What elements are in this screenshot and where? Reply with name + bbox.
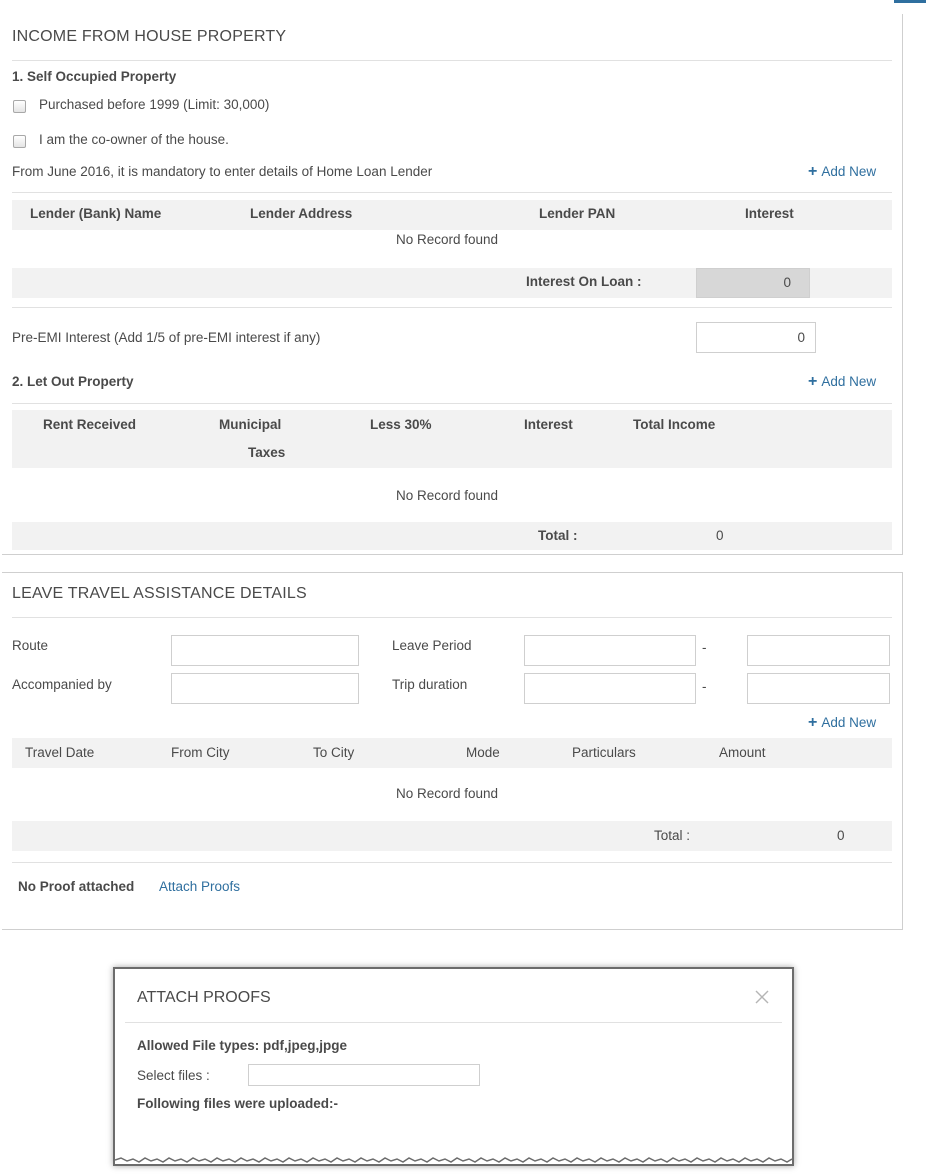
lta-total-value: 0 xyxy=(837,828,845,843)
lender-name-column: Lender (Bank) Name xyxy=(30,206,162,221)
let-out-heading: 2. Let Out Property xyxy=(12,374,134,389)
let-out-add-new-link[interactable] xyxy=(808,373,876,391)
attach-proofs-modal xyxy=(113,967,794,1166)
let-out-total-row xyxy=(12,522,892,550)
pre-emi-input[interactable]: 0 xyxy=(696,322,816,353)
lta-title: LEAVE TRAVEL ASSISTANCE DETAILS xyxy=(12,585,307,602)
plus-icon: + xyxy=(808,714,818,731)
plus-icon: + xyxy=(808,373,818,390)
no-proof-text: No Proof attached xyxy=(18,879,135,894)
house-property-panel xyxy=(2,14,903,555)
house-property-title: INCOME FROM HOUSE PROPERTY xyxy=(12,28,287,45)
lta-panel xyxy=(2,572,903,930)
lender-address-column: Lender Address xyxy=(250,206,353,221)
divider xyxy=(12,617,892,618)
particulars-column: Particulars xyxy=(572,745,636,760)
accompanied-by-label: Accompanied by xyxy=(12,677,112,692)
select-files-label: Select files : xyxy=(137,1068,210,1083)
interest-on-loan-label: Interest On Loan : xyxy=(526,274,642,289)
leave-period-from-input[interactable] xyxy=(524,635,696,666)
route-input[interactable] xyxy=(171,635,359,666)
torn-edge-graphic xyxy=(115,1156,792,1166)
municipal-taxes-column-line2: Taxes xyxy=(248,445,286,460)
divider xyxy=(12,862,892,863)
rent-received-column: Rent Received xyxy=(43,417,137,432)
total-income-column: Total Income xyxy=(633,417,716,432)
trip-duration-to-input[interactable] xyxy=(747,673,890,704)
let-out-total-label: Total : xyxy=(538,528,578,543)
divider xyxy=(12,192,892,193)
less-30-column: Less 30% xyxy=(370,417,432,432)
plus-icon: + xyxy=(808,163,818,180)
lta-empty-text: No Record found xyxy=(396,786,499,801)
purchased-before-1999-checkbox[interactable] xyxy=(13,100,26,113)
add-new-label: Add New xyxy=(821,164,877,179)
attach-proofs-link[interactable]: Attach Proofs xyxy=(159,879,241,894)
file-select-input[interactable] xyxy=(248,1064,480,1086)
interest-column: Interest xyxy=(745,206,794,221)
lta-total-row xyxy=(12,821,892,851)
trip-duration-from-input[interactable] xyxy=(524,673,696,704)
purchased-before-1999-label: Purchased before 1999 (Limit: 30,000) xyxy=(39,97,270,112)
route-label: Route xyxy=(12,638,49,653)
travel-date-column: Travel Date xyxy=(25,745,95,760)
top-tab-indicator xyxy=(894,0,926,3)
trip-duration-label: Trip duration xyxy=(392,677,468,692)
self-occupied-heading: 1. Self Occupied Property xyxy=(12,69,177,84)
lta-total-label: Total : xyxy=(654,828,691,843)
home-loan-notice: From June 2016, it is mandatory to enter details of Home Loan Lender xyxy=(12,164,433,179)
let-out-empty-text: No Record found xyxy=(396,488,499,503)
let-out-interest-column: Interest xyxy=(524,417,573,432)
uploaded-files-text: Following files were uploaded:- xyxy=(137,1096,339,1111)
divider xyxy=(125,1022,782,1023)
add-new-label: Add New xyxy=(821,374,877,389)
lender-empty-text: No Record found xyxy=(396,232,499,247)
interest-on-loan-value: 0 xyxy=(696,268,810,298)
leave-period-to-input[interactable] xyxy=(747,635,890,666)
let-out-total-value: 0 xyxy=(716,528,724,543)
divider xyxy=(12,60,892,61)
co-owner-label: I am the co-owner of the house. xyxy=(39,132,229,147)
trip-duration-dash: - xyxy=(702,679,707,694)
let-out-table-header xyxy=(12,410,892,468)
add-new-label: Add New xyxy=(821,715,877,730)
accompanied-by-input[interactable] xyxy=(171,673,359,704)
leave-period-label: Leave Period xyxy=(392,638,472,653)
divider xyxy=(12,307,892,308)
amount-column: Amount xyxy=(719,745,766,760)
lender-add-new-link[interactable] xyxy=(808,163,876,181)
municipal-taxes-column: Municipal xyxy=(219,417,282,432)
co-owner-checkbox[interactable] xyxy=(13,135,26,148)
mode-column: Mode xyxy=(466,745,500,760)
from-city-column: From City xyxy=(171,745,230,760)
lender-pan-column: Lender PAN xyxy=(539,206,616,221)
leave-period-dash: - xyxy=(702,640,707,655)
to-city-column: To City xyxy=(313,745,355,760)
divider xyxy=(12,403,892,404)
lta-add-new-link[interactable] xyxy=(808,714,876,732)
pre-emi-label: Pre-EMI Interest (Add 1/5 of pre-EMI interest if any) xyxy=(12,330,321,345)
modal-title: ATTACH PROOFS xyxy=(137,989,271,1006)
allowed-file-types: Allowed File types: pdf,jpeg,jpge xyxy=(137,1038,348,1053)
close-icon[interactable] xyxy=(754,989,770,1005)
